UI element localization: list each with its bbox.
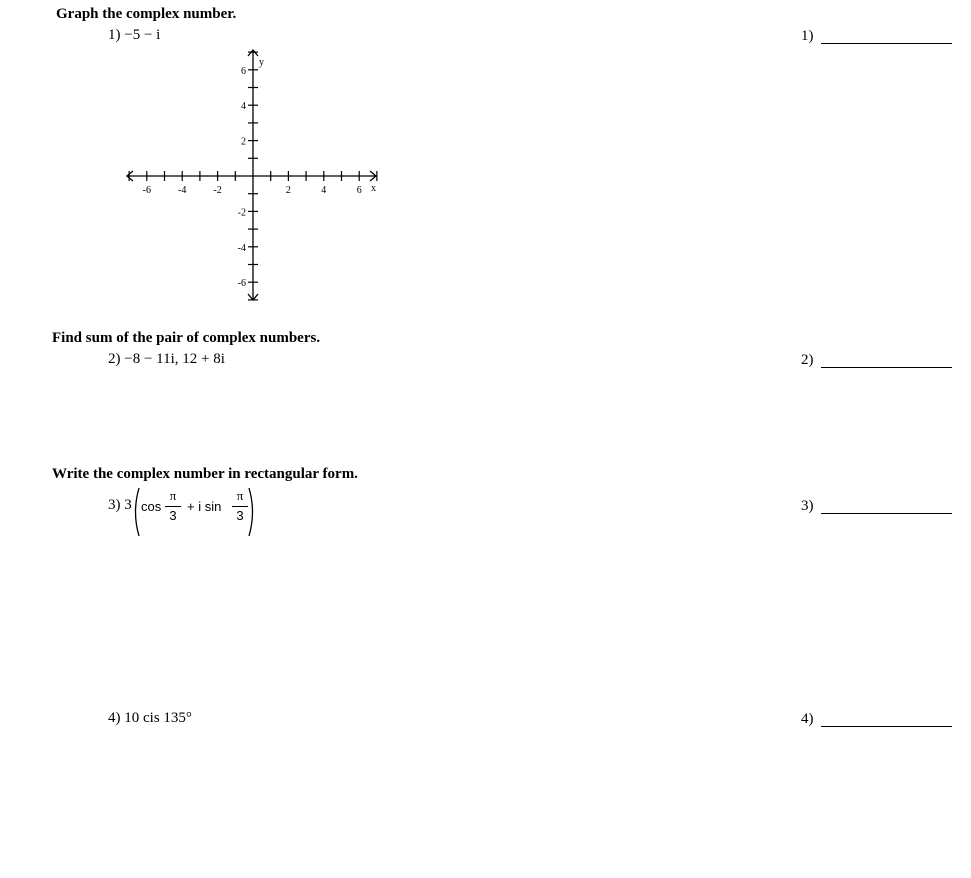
problem-3-prefix: 3) 3 — [108, 497, 132, 513]
fraction-bar-2 — [232, 506, 248, 507]
heading-rect: Write the complex number in rectangular form. — [52, 466, 358, 482]
problem-3-denominator-1: 3 — [169, 508, 177, 523]
problem-3-numerator-2: π — [236, 488, 244, 503]
problem-1: 1) −5 − i — [108, 27, 161, 43]
answer-label-1: 1) — [801, 28, 814, 44]
problem-4: 4) 10 cis 135° — [108, 710, 192, 726]
fraction-bar-1 — [165, 506, 181, 507]
y-tick-label: 2 — [241, 136, 246, 148]
problem-3-isin: + i sin — [187, 499, 222, 514]
problem-3-numerator-1: π — [169, 488, 177, 503]
answer-label-3: 3) — [801, 498, 814, 514]
answer-blank-3[interactable] — [821, 513, 952, 514]
problem-3-denominator-2: 3 — [236, 508, 244, 523]
problem-2: 2) −8 − 11i, 12 + 8i — [108, 351, 225, 367]
x-tick-label: 4 — [321, 185, 327, 196]
y-tick-label: 6 — [241, 65, 246, 77]
y-tick-label: -2 — [237, 207, 246, 219]
heading-graph: Graph the complex number. — [56, 6, 237, 22]
x-tick-label: -2 — [213, 185, 222, 196]
x-tick-label: 6 — [356, 185, 362, 196]
x-tick-label: -6 — [142, 185, 151, 196]
x-axis-label: x — [371, 183, 376, 194]
y-axis-label: y — [259, 57, 264, 68]
y-tick-label: 4 — [241, 101, 246, 113]
x-tick-label: -4 — [178, 185, 187, 196]
problem-3-cos: cos — [141, 499, 162, 514]
heading-sum: Find sum of the pair of complex numbers. — [52, 330, 321, 346]
x-tick-label: 2 — [285, 185, 291, 196]
y-tick-label: -6 — [237, 278, 246, 290]
coordinate-grid[interactable] — [120, 44, 390, 306]
answer-blank-4[interactable] — [821, 726, 952, 727]
answer-label-2: 2) — [801, 352, 814, 368]
answer-label-4: 4) — [801, 711, 814, 727]
y-tick-label: -4 — [237, 242, 246, 254]
answer-blank-1[interactable] — [821, 43, 952, 44]
answer-blank-2[interactable] — [821, 367, 952, 368]
